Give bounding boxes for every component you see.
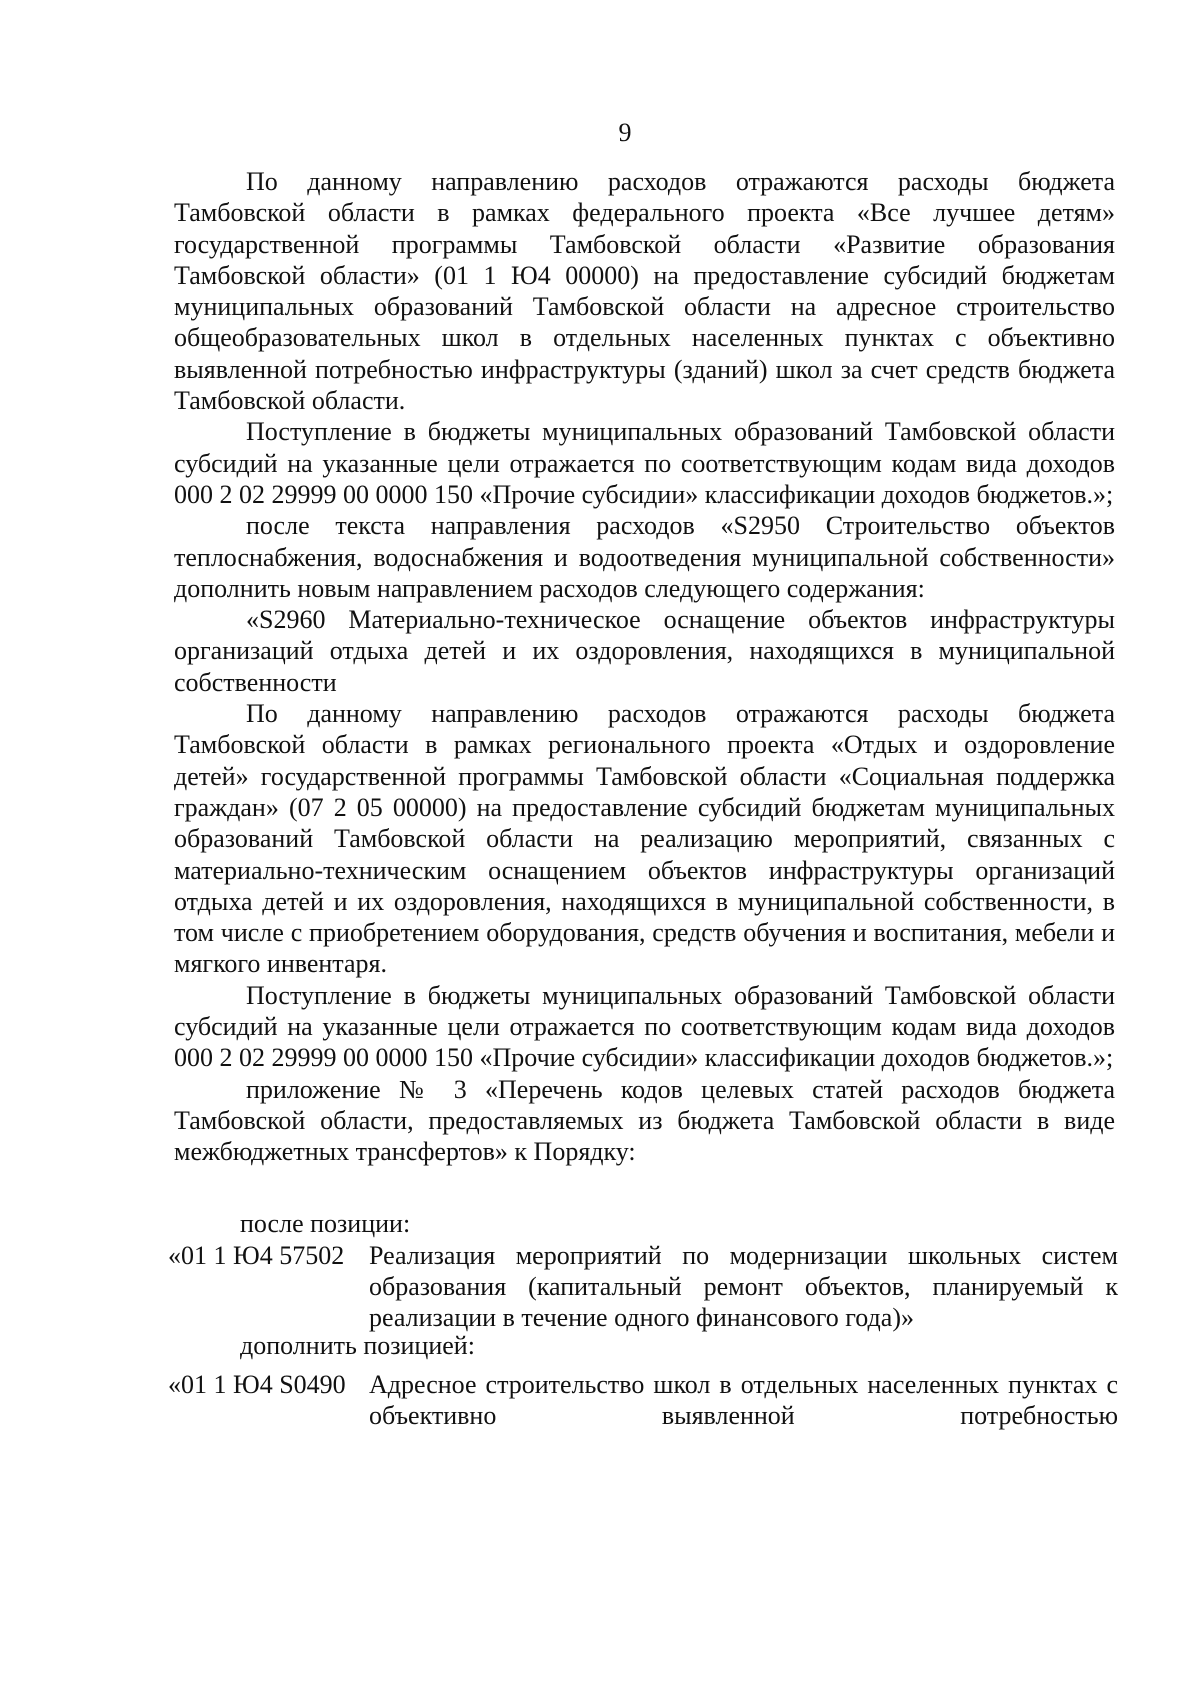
document-body <box>174 166 1115 1168</box>
paragraph-7: приложение № 3 «Перечень кодов целевых статей расходов бюджета Тамбовской области, предоставляемых из бюджета Тамбовской области в виде межбюджетных трансфертов» к Порядку: <box>174 1074 1115 1167</box>
paragraph-3: после текста направления расходов «S2950 Строительство объектов теплоснабжения, водоснабжения и водоотведения муниципальной собственности» дополнить новым направлением расходов следующего содержания: <box>174 511 1115 603</box>
add-position-label: дополнить позицией: <box>240 1331 475 1360</box>
position-code: «01 1 Ю4 57502 <box>168 1241 345 1270</box>
paragraph-4: «S2960 Материально-техническое оснащение объектов инфраструктуры организаций отдыха детей и их оздоровления, находящихся в муниципальной собственности <box>174 605 1115 697</box>
position-code: «01 1 Ю4 S0490 <box>168 1370 346 1399</box>
position-entry-1 <box>168 1240 1118 1333</box>
paragraph-1: По данному направлению расходов отражаются расходы бюджета Тамбовской области в рамках федерального проекта «Все лучшее детям» государственной программы Тамбовской области «Развитие образования Тамбовской области» (01 1 Ю4 00000) на предоставление субсидий бюджетам муниципальных образований Тамбовской области на адресное строительство общеобразовательных школ в отдельных населенных пунктах с объективно выявленной потребностью инфраструктуры (зданий) школ за счет средств бюджета Тамбовской области. <box>174 167 1115 416</box>
paragraph-5: По данному направлению расходов отражаются расходы бюджета Тамбовской области в рамках регионального проекта «Отдых и оздоровление детей» государственной программы Тамбовской области «Социальная поддержка граждан» (07 2 05 00000) на предоставление субсидий бюджетам муниципальных образований Тамбовской области на реализацию мероприятий, связанных с материально-техническим оснащением объектов инфраструктуры организаций отдыха детей и их оздоровления, находящихся в муниципальной собственности, в том числе с приобретением оборудования, средств обучения и воспитания, мебели и мягкого инвентаря. <box>174 699 1115 979</box>
paragraph-2: Поступление в бюджеты муниципальных образований Тамбовской области субсидий на указанные цели отражается по соответствующим кодам вида доходов 000 2 02 29999 00 0000 150 «Прочие субсидии» классификации доходов бюджетов.»; <box>174 417 1115 509</box>
position-description: Адресное строительство школ в отдельных населенных пунктах с объективно выявленной потребностью <box>369 1370 1118 1430</box>
position-entry-2 <box>168 1369 1118 1431</box>
after-position-label: после позиции: <box>240 1209 411 1238</box>
position-description: Реализация мероприятий по модернизации школьных систем образования (капитальный ремонт объектов, планируемый к реализации в течение одного финансового года)» <box>369 1241 1118 1332</box>
page-number: 9 <box>618 118 632 147</box>
paragraph-6: Поступление в бюджеты муниципальных образований Тамбовской области субсидий на указанные цели отражается по соответствующим кодам вида доходов 000 2 02 29999 00 0000 150 «Прочие субсидии» классификации доходов бюджетов.»; <box>174 980 1115 1073</box>
